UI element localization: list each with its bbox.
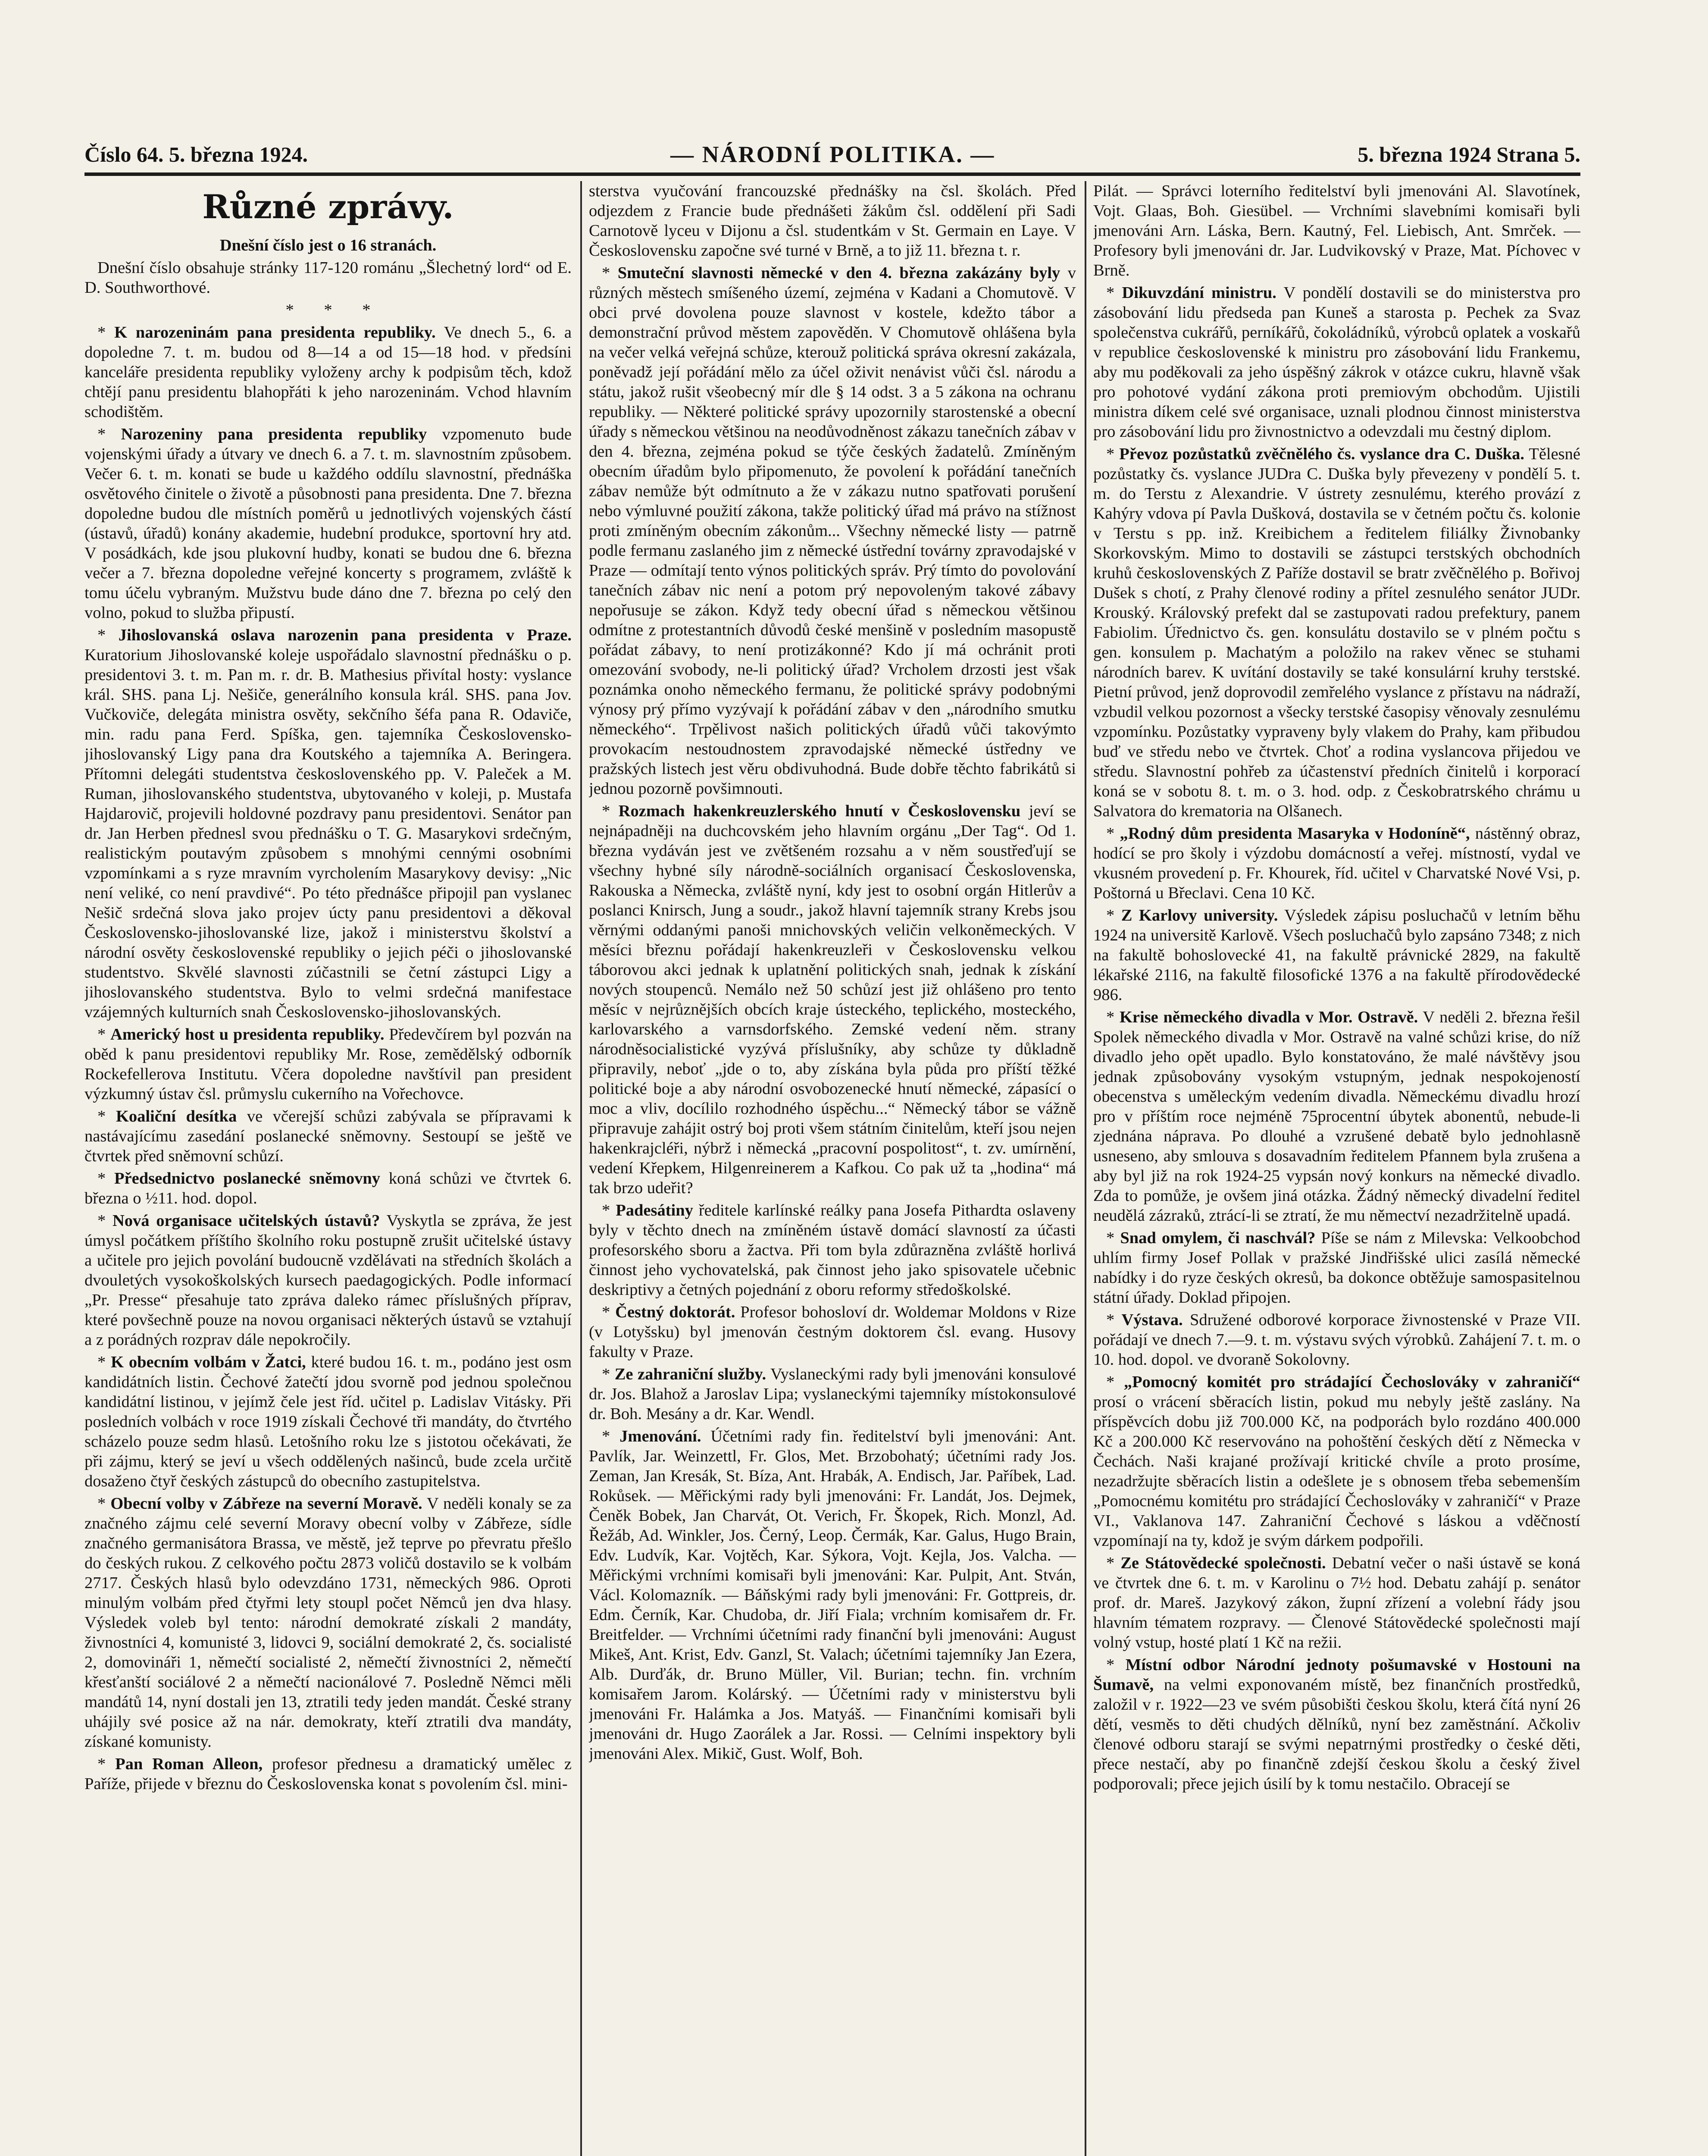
separator-stars: * * * (285, 301, 384, 319)
news-item: * Výstava. Sdružené odborové korporace živnostenské v Praze VII. pořádají ve dnech 7.—9. t. m. výstavu svých výrobků. Zahájení 7. t. m. o 10. hod. dopol. ve dvoraně Sokolovny. (1093, 1311, 1580, 1369)
columns (84, 181, 1580, 2156)
newspaper-title: — NÁRODNÍ POLITIKA. — (670, 141, 995, 167)
notice-text: Dnešní číslo obsahuje stránky 117-120 románu „Šlechetný lord“ od E. D. Southworthové. (84, 259, 572, 297)
news-item-text: sterstva vyučování francouzské přednášky na čsl. školách. Před odjezdem z Francie bude přednášeti žákům čsl. oddělení při Sadi Carnotově lyceu v Dijonu a čsl. studentkám v St. Germain en Laye. V Československu započne své turné v Brně, a to již 11. března t. r. (589, 182, 1076, 260)
news-item-text: na velmi exponovaném místě, bez finančních prostředků, založil v r. 1922—23 ve svém působišti českou školu, která čítá nyní 26 dětí, vesměs to děti chudých dělníků, nyní bez zaměstnání. Ačkoliv členové odboru starají se svými nepatrnými prostředky o české děti, přece nestačí, aby po finančně zdejší českou školu a český živel podporovali; přece jejich úsilí by k tomu nestačilo. Obracejí se (1093, 1676, 1580, 1793)
column-2 (589, 181, 1076, 2156)
news-item-heading: Místní odbor Národní jednoty pošumavské v Hostouni na Šumavě, (1093, 1656, 1580, 1694)
news-item-text: Sdružené odborové korporace živnostenské v Praze VII. pořádají ve dnech 7.—9. t. m. výstavu svých výrobků. Zahájení 7. t. m. o 10. hod. dopol. ve dvoraně Sokolovny. (1093, 1311, 1580, 1369)
news-item: * Pan Roman Alleon, profesor přednesu a dramatický umělec z Paříže, přijede v březnu do Československa konat s povolením čsl. mini- (84, 1755, 572, 1793)
news-item-text: Ve dnech 5., 6. a dopoledne 7. t. m. budou od 8—14 a od 15—18 hod. v předsíni kanceláře presidenta republiky vyloženy archy k podpisům těch, kdož chtějí panu presidentu blahopřáti k jeho narozeninám. Vchod hlavním schodištěm. (84, 323, 572, 421)
header-rule (84, 172, 1580, 176)
news-item-heading: Narozeniny pana presidenta republiky (121, 425, 427, 443)
news-item: * Krise německého divadla v Mor. Ostravě. V neděli 2. března řešil Spolek německého divadla v Mor. Ostravě na valné schůzi krise, do níž divadlo jeho opět upadlo. Bylo konstatováno, že malé návštěvy jsou jednak způsobovány vysokým vstupným, jednak nespokojeností obecenstva s uměleckým vedením divadla. Německému divadlu hrozí pro v příštím roce nejméně 75procentní úbytek abonentů, nebude-li zjednána náprava. Po dlouhé a vzrušené debatě bylo jednohlasně usneseno, aby smlouva s dosavadním ředitelem Pfannem byla zrušena a aby byl již na rok 1924-25 vypsán nový konkurs na německé divadlo. Zda to pomůže, je ovšem jiná otázka. Žádný německý divadelní ředitel neudělá zázraků, ztrácí-li se ztratí, že mu němectví nezadržitelně upadá. (1093, 1008, 1580, 1225)
page-header (84, 137, 1580, 172)
news-item-heading: Smuteční slavnosti německé v den 4. března zakázány byly (617, 264, 1060, 282)
news-item: * Narozeniny pana presidenta republiky vzpomenuto bude vojenskými úřady a útvary ve dnech 6. a 7. t. m. slavnostním způsobem. Večer 6. t. m. konati se bude u každého oddílu slavnostní, přednáška osvětového činitele o životě a působnosti pana presidenta. Dne 7. března dopoledne budou dle místních poměrů u jednotlivých vojenských částí (ústavů, úřadů) konány akademie, hudební produkce, sportovní hry atd. V posádkách, kde jsou plukovní hudby, konati se budou dne 6. března večer a 7. března dopoledne veřejné koncerty s programem, zvláště k tomu účelu vybraným. Mužstvu bude dáno dne 7. března po celý den volno, pokud to služba připustí. (84, 425, 572, 622)
news-item-text: Výsledek zápisu posluchačů v letním běhu 1924 na universitě Karlově. Všech posluchačů bylo zapsáno 7348; z nich na fakultě bohoslovecké 41, na fakultě právnické 2829, na fakultě lékařské 2116, na fakultě filosofické 1376 a na fakultě přírodovědecké 986. (1093, 906, 1580, 1004)
news-item: * Rozmach hakenkreuzlerského hnutí v Československu jeví se nejnápadněji na duchcovském jeho hlavním orgánu „Der Tag“. Od 1. března vydáván jest ve zvětšeném rozsahu a v něm soustřeďují se všechny hybné síly národně-sociálních organisací Československa, Rakouska a Německa, zvláště nyní, kdy jest to osobní orgán Hitlerův a poslanci Knirsch, Jung a soudr., jakož hlavní tajemník strany Krebs jsou věrnými oddanými panoši mnichovských veličin velkoněmeckých. V měsíci březnu pořádají hakenkreuzleři v Československu velkou táborovou akci jednak k uplatnění politických snah, jednak k získání nových stoupenců. Nemálo než 50 schůzí jest již ohlášeno pro tento měsíc v nejrůznějších obcích kraje ústeckého, teplického, mosteckého, karlovarského a varnsdorfského. Zemské vedení něm. strany národněsocialistické vyzývá příslušníky, aby schůze ty důkladně připravily, neboť „jde o to, aby získána byla půda pro příští těžké politické boje a aby národní osvobozenecké hnutí německé, zápasící o moc a vliv, docílilo rozhodného úspěchu...“ Německý tábor se vážně připravuje zahájit ostrý boj proti všem státním činitelům, kteří jsou nejen hakenkrajcléři, nýbrž i německá „pracovní pospolitost“, t. zv. umírnění, vedení Křepkem, Hilgenreinerem a Kafkou. Co pak už ta „hodina“ má tak brzo udeřit? (589, 802, 1076, 1197)
news-item-text: V neděli 2. března řešil Spolek německého divadla v Mor. Ostravě na valné schůzi krise, do níž divadlo jeho opět upadlo. Bylo konstatováno, že malé návštěvy jsou jednak způsobovány vysokým vstupným, jednak nespokojeností obecenstva s uměleckým vedením divadla. Německému divadlu hrozí pro v příštím roce nejméně 75procentní úbytek abonentů, nebude-li zjednána náprava. Po dlouhé a vzrušené debatě bylo jednohlasně usneseno, aby smlouva s dosavadním ředitelem Pfannem byla zrušena a aby byl již na rok 1924-25 vypsán nový konkurs na německé divadlo. Zda to pomůže, je ovšem jiná otázka. Žádný německý divadelní ředitel neudělá zázraků, ztrácí-li se ztratí, že mu němectví nezadržitelně upadá. (1093, 1008, 1580, 1225)
news-item-heading: Krise německého divadla v Mor. Ostravě. (1119, 1008, 1418, 1026)
issue-number-date: Číslo 64. 5. března 1924. (84, 142, 308, 166)
news-item: * Čestný doktorát. Profesor bohosloví dr. Woldemar Moldons v Rize (v Lotyšsku) byl jmenován čestným doktorem čsl. evang. Husovy fakulty v Praze. (589, 1303, 1076, 1361)
news-item-heading: Výstava. (1121, 1311, 1183, 1329)
news-item-heading: Padesátiny (616, 1201, 693, 1219)
news-item-heading: Snad omylem, či naschvál? (1120, 1229, 1316, 1247)
news-item-text: ředitele karlínské reálky pana Josefa Pithardta oslaveny byly v těchto dnech na zmíněném ústavě domácí slavností za účasti profesorského sboru a žactva. Při tom byla zdůrazněna zvláště horlivá činnost jeho vychovatelská, pak činnost jeho jako spisovatele učebnic deskriptivy a četných pojednání z oboru reformy středoškolské. (589, 1201, 1076, 1299)
news-item-heading: Z Karlovy university. (1121, 906, 1278, 924)
column-3 (1093, 181, 1580, 2156)
news-item: * Ze Státovědecké společnosti. Debatní večer o naši ústavě se koná ve čtvrtek dne 6. t. m. v Karolinu o 7½ hod. Debatu zahájí p. senátor prof. dr. Mareš. Jazykový zákon, župní zřízení a volební řády jsou hlavním tématem rozpravy. — Členové Státovědecké společnosti mají volný vstup, hosté platí 1 Kč na režii. (1093, 1554, 1580, 1651)
news-item: * Koaliční desítka ve včerejší schůzi zabývala se přípravami k nastávajícímu zasedání poslanecké sněmovny. Sestoupí se ještě ve čtvrtek před sněmovní schůzí. (84, 1107, 572, 1165)
news-item-heading: „Pomocný komitét pro strádající Čechoslováky v zahraničí“ (1123, 1373, 1580, 1391)
news-item-heading: K narozeninám pana presidenta republiky. (114, 323, 436, 342)
news-item-text: prosí o vrácení sběracích listin, pokud mu nebyly ještě zaslány. Na příspěvcích dobu již 700.000 Kč, na podporách bylo rozdáno 400.000 Kč a 200.000 Kč reservováno na pohoštění českých dětí z Německa v Čechách. Naši krajané prožívají kritické chvíle a proto prosíme, nezadržujte sběracích listin a odešlete je s obnosem třeba sebemenším „Pomocnému komitétu pro strádající Čechoslováky v zahraničí“ v Praze VI., Vaklanova 147. Zahraniční Čechové s láskou a vděčností vzpomínají na ty, kdož je svým dárkem podpořili. (1093, 1393, 1580, 1550)
news-item-heading: Dikuvzdání ministru. (1122, 284, 1276, 302)
news-item-text: V neděli konaly se za značného zájmu celé severní Moravy obecní volby v Zábřeze, sídle značného germanisátora Brassa, ve městě, jež teprve po převratu přešlo do českých rukou. Z celkového počtu 2873 voličů dostavilo se k volbám 2717. Českých hlasů bylo odevzdáno 1731, německých 986. Oproti minulým volbám před čtyřmi lety stoupl počet Němců jen dva hlasy. Výsledek voleb byl tento: národní demokraté získali 2 mandáty, živnostníci 4, komunisté 3, lidovci 9, sociální demokraté 2, čs. socialisté 2, domovináři 1, němečtí socialisté 2, němečtí živnostníci 2, němečtí křesťanští sociálové 2 a němečtí nacionálové 7. Posledně Němci měli mandátů 14, nyní dostali jen 13, ztratili tedy jeden mandát. České strany uhájily své posice až na nár. demokraty, kteří ztratili dva mandáty, získané komunisty. (84, 1495, 572, 1751)
news-item: * Jihoslovanská oslava narozenin pana presidenta v Praze. Kuratorium Jihoslovanské koleje uspořádalo slavnostní přednášku o p. presidentovi 3. t. m. Pan m. r. dr. B. Mathesius přivítal hosty: vyslance král. SHS. pana Lj. Nešiče, generálního konsula král. SHS. pana Jov. Vučkoviče, delegáta ministra osvěty, sekčního šéfa pana R. Odaviče, min. radu pana Ferd. Spíška, gen. tajemníka Československo-jihoslovanský Ligy pana dra Koutského a tajemníka A. Beringera. Přítomni delegáti studentstva československého pp. V. Paleček a M. Ruman, jihoslovanského studentstva, ubytovaného v koleji, p. Mustafa Hajdarovič, projevili holdovné pozdravy panu presidentovi. Senátor pan dr. Jan Herben přednesl svou přednášku o T. G. Masarykovi srdečným, realistickým poutavým způsobem s mnohými cennými osobními vzpomínkami a s ryze mravním vyrcholením Masarykovy devisy: „Nic není veliké, co není pravdivé“. Po této přednášce připojil pan vyslanec Nešič srdečná slova jako projev úcty panu presidentovi a děkoval Československo-jihoslovanské lize, jakož i ministerstvu školství a národní osvěty československé republiky o jejich péči o jihoslovanské studentstvo. Skvělé slavnosti zúčastnili se četní zástupci Ligy a jihoslovanského studentstva. Bylo to velmi srdečná manifestace vzájemných kulturních snah Československo-jihoslovanských. (84, 626, 572, 1021)
news-item-text: Profesor bohosloví dr. Woldemar Moldons v Rize (v Lotyšsku) byl jmenován čestným doktorem čsl. evang. Husovy fakulty v Praze. (589, 1303, 1076, 1361)
news-item-text: profesor přednesu a dramatický umělec z Paříže, přijede v březnu do Československa konat s povolením čsl. mini- (84, 1755, 572, 1793)
news-item (1093, 181, 1580, 280)
news-item-text: které budou 16. t. m., podáno jest osm kandidátních listin. Čechové žatečtí jdou svorně pod jednou společnou kandidátní listinou, v jejímž čele jest říd. učitel p. Ladislav Vitásky. Při posledních volbách v roce 1919 získali Čechové tři mandáty, do čtvrtého scházelo pouze sedm hlasů. Letošního roku lze s jistotou očekávati, že při zájmu, který se jeví u všech oddělených našinců, bude zcela určitě dosaženo čtyř českých zástupců do obecního zastupitelstva. (84, 1353, 572, 1490)
news-item-text: vzpomenuto bude vojenskými úřady a útvary ve dnech 6. a 7. t. m. slavnostním způsobem. Večer 6. t. m. konati se bude u každého oddílu slavnostní, přednáška osvětového činitele o životě a působnosti pana presidenta. Dne 7. března dopoledne budou dle místních poměrů u jednotlivých vojenských částí (ústavů, úřadů) konány akademie, hudební produkce, sportovní hry atd. V posádkách, kde jsou plukovní hudby, konati se budou dne 6. března večer a 7. března dopoledne veřejné koncerty s programem, zvláště k tomu účelu vybraným. Mužstvu bude dáno dne 7. března po celý den volno, pokud to služba připustí. (84, 425, 572, 622)
news-item: * Snad omylem, či naschvál? Píše se nám z Milevska: Velkoobchod uhlím firmy Josef Pollak v pražské Jindřišské ulici zasílá německé nabídky i do ryze českých okresů, ba dokonce obtěžuje samospasitelnou státní úřady. Doklad připojen. (1093, 1229, 1580, 1307)
news-item: * Jmenování. Účetními rady fin. ředitelství byli jmenováni: Ant. Pavlík, Jar. Weinzettl, Fr. Glos, Met. Brzobohatý; účetními rady Jos. Zeman, Jan Kresák, St. Bíza, Ant. Hrabák, A. Endisch, Jar. Paříbek, Lad. Rokůsek. — Měřickými rady byli jmenováni: Fr. Landát, Jos. Dejmek, Čeněk Bobek, Jan Charvát, Ot. Verich, Fr. Škopek, Rich. Monzl, Ad. Řežáb, Ad. Winkler, Jos. Černý, Leop. Čermák, Kar. Galus, Hugo Brain, Edv. Ludvík, Kar. Vojtěch, Kar. Sýkora, Vojt. Kejla, Jos. Valcha. — Měřickými vrchními komisaři byli jmenováni: Kar. Pulpit, Ant. Stván, Václ. Kolomazník. — Báňskými rady byli jmenováni: Fr. Gottpreis, dr. Edm. Černík, Kar. Chudoba, dr. Jiří Fiala; vrchním komisařem dr. Fr. Breitfelder. — Vrchními účetními rady finanční byli jmenováni: August Mikeš, Ant. Krist, Edv. Ganzl, St. Valach; účetními tajemníky Jan Ezera, Alb. Durďák, dr. Bruno Müller, Vil. Burian; techn. fin. vrchním komisařem Jarom. Kolárský. — Účetními rady v ministerstvu byli jmenováni Fr. Halámka a Jos. Matyáš. — Finančními komisaři byli jmenováni dr. Hugo Zaorálek a Jar. Rossi. — Celními inspektory byli jmenováni Alex. Mikič, Gust. Wolf, Boh. (589, 1427, 1076, 1763)
news-item-heading: Ze Státovědecké společnosti. (1120, 1554, 1326, 1572)
news-item-heading: „Rodný dům presidenta Masaryka v Hodoníně“, (1120, 824, 1470, 843)
column-1 (84, 181, 572, 2156)
news-item-heading: Obecní volby v Zábřeze na severní Moravě. (110, 1495, 422, 1513)
news-item: * Převoz pozůstatků zvěčnělého čs. vyslance dra C. Duška. Tělesné pozůstatky čs. vyslance JUDra C. Duška byly převezeny v pondělí 5. t. m. do Terstu z Alexandrie. V ústrety zesnulému, kterého provází z Kahýry vdova pí Pavla Dušková, dostavila se v četném počtu čs. kolonie v Terstu s pp. inž. Kreibichem a ředitelem filiálky Živnobanky Skorkovským. Mimo to dostavili se zástupci terstských obchodních kruhů československých Z Paříže dostavil se bratr zvěčnělého p. Bořivoj Dušek s chotí, z Prahy členové rodiny a přítel zesnulého senátor JUDr. Krouský. Královský prefekt dal se zastupovati radou prefektury, panem Fabiolim. Úřednictvo čs. gen. konsulátu dostavilo se v plném počtu s gen. konsulem p. Machatým a položilo na rakev věnec se stuhami národních barev. K uvítání dostavily se také konsulární kruhy terstské. Pietní průvod, jenž doprovodil zemřelého vyslance z přístavu na nádraží, vzbudil velkou pozornost a všecky terstské časopisy věnovaly zesnulému vzpomínku. Pozůstatky vypraveny byly vlakem do Prahy, kam přibudou buď ve středu nebo ve čtvrtek. Choť a rodina vyslancova přijedou ve středu. Slavnostní pohřeb za účastenství předních činitelů i korporací koná se v sobotu 8. t. m. o 3. hod. odp. z Českobratrského chrámu u Salvatora do krematoria na Olšanech. (1093, 445, 1580, 820)
section-title: Různé zprávy. (202, 188, 454, 226)
news-item-text: Vyslaneckými rady byli jmenováni konsulové dr. Jos. Blahož a Jaroslav Lipa; vyslaneckými tajemníky místokonsulové dr. Boh. Mesány a dr. Kar. Wendl. (589, 1365, 1076, 1423)
news-item: * Obecní volby v Zábřeze na severní Moravě. V neděli konaly se za značného zájmu celé severní Moravy obecní volby v Zábřeze, sídle značného germanisátora Brassa, ve městě, jež teprve po převratu přešlo do českých rukou. Z celkového počtu 2873 voličů dostavilo se k volbám 2717. Českých hlasů bylo odevzdáno 1731, německých 986. Oproti minulým volbám před čtyřmi lety stoupl počet Němců jen dva hlasy. Výsledek voleb byl tento: národní demokraté získali 2 mandáty, živnostníci 4, komunisté 3, lidovci 9, sociální demokraté 2, čs. socialisté 2, domovináři 1, němečtí socialisté 2, němečtí živnostníci 2, němečtí křesťanští sociálové 2 a němečtí nacionálové 7. Posledně Němci měli mandátů 14, nyní dostali jen 13, ztratili tedy jeden mandát. České strany uhájily své posice až na nár. demokraty, kteří ztratili dva mandáty, získané komunisty. (84, 1495, 572, 1751)
news-item-text: ve včerejší schůzi zabývala se přípravami k nastávajícímu zasedání poslanecké sněmovny. Sestoupí se ještě ve čtvrtek před sněmovní schůzí. (84, 1107, 572, 1165)
news-item-heading: K obecním volbám v Žatci, (111, 1353, 306, 1371)
news-item-text: Předevčírem byl pozván na oběd k panu presidentovi republiky Mr. Rose, zemědělský odborník Rockefellerova Institutu. Včera dopoledne navštívil pan president výzkumný ústav čsl. průmyslu cukerního na Vořechovce. (84, 1025, 572, 1103)
news-item-text: Tělesné pozůstatky čs. vyslance JUDra C. Duška byly převezeny v pondělí 5. t. m. do Terstu z Alexandrie. V ústrety zesnulému, kterého provází z Kahýry vdova pí Pavla Dušková, dostavila se v četném počtu čs. kolonie v Terstu s pp. inž. Kreibichem a ředitelem filiálky Živnobanky Skorkovským. Mimo to dostavili se zástupci terstských obchodních kruhů československých Z Paříže dostavil se bratr zvěčnělého p. Bořivoj Dušek s chotí, z Prahy členové rodiny a přítel zesnulého senátor JUDr. Krouský. Královský prefekt dal se zastupovati radou prefektury, panem Fabiolim. Úřednictvo čs. gen. konsulátu dostavilo se v plném počtu s gen. konsulem p. Machatým a položilo na rakev věnec se stuhami národních barev. K uvítání dostavily se také konsulární kruhy terstské. Pietní průvod, jenž doprovodil zemřelého vyslance z přístavu na nádraží, vzbudil velkou pozornost a všecky terstské časopisy věnovaly zesnulému vzpomínku. Pozůstatky vypraveny byly vlakem do Prahy, kam přibudou buď ve středu nebo ve čtvrtek. Choť a rodina vyslancova přijedou ve středu. Slavnostní pohřeb za účastenství předních činitelů i korporací koná se v sobotu 8. t. m. o 3. hod. odp. z Českobratrského chrámu u Salvatora do krematoria na Olšanech. (1093, 445, 1580, 820)
news-item-heading: Jmenování. (619, 1427, 701, 1445)
news-item: * „Pomocný komitét pro strádající Čechoslováky v zahraničí“ prosí o vrácení sběracích listin, pokud mu nebyly ještě zaslány. Na příspěvcích dobu již 700.000 Kč, na podporách bylo rozdáno 400.000 Kč a 200.000 Kč reservováno na pohoštění českých dětí z Německa v Čechách. Naši krajané prožívají kritické chvíle a proto prosíme, nezadržujte sběracích listin a odešlete je s obnosem třeba sebemenším „Pomocnému komitétu pro strádající Čechoslováky v zahraničí“ v Praze VI., Vaklanova 147. Zahraniční Čechové s láskou a vděčností vzpomínají na ty, kdož je svým dárkem podpořili. (1093, 1373, 1580, 1550)
news-item: * Padesátiny ředitele karlínské reálky pana Josefa Pithardta oslaveny byly v těchto dnech na zmíněném ústavě domácí slavností za účasti profesorského sboru a žactva. Při tom byla zdůrazněna zvláště horlivá činnost jeho vychovatelská, pak činnost jeho jako spisovatele učebnic deskriptivy a četných pojednání z oboru reformy středoškolské. (589, 1201, 1076, 1299)
news-item-heading: Ze zahraniční služby. (614, 1365, 766, 1383)
news-item: * K narozeninám pana presidenta republiky. Ve dnech 5., 6. a dopoledne 7. t. m. budou od 8—14 a od 15—18 hod. v předsíni kanceláře presidenta republiky vyloženy archy k podpisům těch, kdož chtějí panu presidentu blahopřáti k jeho narozeninám. Vchod hlavním schodištěm. (84, 323, 572, 421)
news-item-heading: Rozmach hakenkreuzlerského hnutí v Československu (618, 802, 1021, 820)
news-item: * Ze zahraniční služby. Vyslaneckými rady byli jmenováni konsulové dr. Jos. Blahož a Jaroslav Lipa; vyslaneckými tajemníky místokonsulové dr. Boh. Mesány a dr. Kar. Wendl. (589, 1365, 1076, 1423)
news-item: * Nová organisace učitelských ústavů? Vyskytla se zpráva, že jest úmysl počátkem příštího školního roku postupně zrušit učitelské ústavy a učitele pro jejich povolání budoucně vzdělávati na středních školách a dvouletých vysokoškolských kursech paedagogických. Podle informací „Pr. Presse“ přesahuje tato zpráva daleko rámec příslušných příprav, které povšechně pouze na novou organisaci některých ústavů se vztahují a z porádných rozprav dále nepokročily. (84, 1212, 572, 1349)
news-item: * „Rodný dům presidenta Masaryka v Hodoníně“, nástěnný obraz, hodící se pro školy i výzdobu domácností a veřej. místností, vydal ve vkusném provedení p. Fr. Khourek, říd. učitel v Charvatské Nové Vsi, p. Poštorná u Břeclavi. Cena 10 Kč. (1093, 824, 1580, 902)
news-item-text: Kuratorium Jihoslovanské koleje uspořádalo slavnostní přednášku o p. presidentovi 3. t. m. Pan m. r. dr. B. Mathesius přivítal hosty: vyslance král. SHS. pana Lj. Nešiče, generálního konsula král. SHS. pana Jov. Vučkoviče, delegáta ministra osvěty, sekčního šéfa pana R. Odaviče, min. radu pana Ferd. Spíška, gen. tajemníka Československo-jihoslovanský Ligy pana dra Koutského a tajemníka A. Beringera. Přítomni delegáti studentstva československého pp. V. Paleček a M. Ruman, jihoslovanského studentstva, ubytovaného v koleji, p. Mustafa Hajdarovič, projevili holdovné pozdravy panu presidentovi. Senátor pan dr. Jan Herben přednesl svou přednášku o T. G. Masarykovi srdečným, realistickým poutavým způsobem s mnohými cennými osobními vzpomínkami a s ryze mravním vyrcholením Masarykovy devisy: „Nic není veliké, co není pravdivé“. Po této přednášce připojil pan vyslanec Nešič srdečná slova jako projev úcty panu presidentovi a děkoval Československo-jihoslovanské lize, jakož i ministerstvu školství a národní osvěty československé republiky o jejich péči o jihoslovanské studentstvo. Skvělé slavnosti zúčastnili se četní zástupci Ligy a jihoslovanského studentstva. Bylo to velmi srdečná manifestace vzájemných kulturních snah Československo-jihoslovanských. (84, 646, 572, 1021)
news-item: * Dikuvzdání ministru. V pondělí dostavili se do ministerstva pro zásobování lidu předseda pan Kuneš a starosta p. Pechek za Svaz společenstva cukrářů, perníkářů, čokoládníků, výrobců oplatek a voskařů v republice československé k ministru pro zásobování lidu Frankemu, aby mu poděkovali za jeho úspěšný zákrok v otázce cukru, hlavně však pro pohotové vydání zákona proti premiovým obchodům. Ujistili ministra díkem celé své organisace, uznali plodnou činnost ministerstva pro zásobování lidu pro živnostnictvo a odevzdali mu čestný diplom. (1093, 284, 1580, 441)
news-item-heading: Čestný doktorát. (615, 1303, 735, 1321)
notice-heading: Dnešní číslo jest o 16 stranách. (219, 236, 437, 254)
news-item-text: Debatní večer o naši ústavě se koná ve čtvrtek dne 6. t. m. v Karolinu o 7½ hod. Debatu zahájí p. senátor prof. dr. Mareš. Jazykový zákon, župní zřízení a volební řády jsou hlavním tématem rozpravy. — Členové Státovědecké společnosti mají volný vstup, hosté platí 1 Kč na režii. (1093, 1554, 1580, 1651)
news-item-heading: Americký host u presidenta republiky. (110, 1025, 385, 1044)
news-item: * K obecním volbám v Žatci, které budou 16. t. m., podáno jest osm kandidátních listin. Čechové žatečtí jdou svorně pod jednou společnou kandidátní listinou, v jejímž čele jest říd. učitel p. Ladislav Vitásky. Při posledních volbách v roce 1919 získali Čechové tři mandáty, do čtvrtého scházelo pouze sedm hlasů. Letošního roku lze s jistotou očekávati, že při zájmu, který se jeví u všech oddělených našinců, bude zcela určitě dosaženo čtyř českých zástupců do obecního zastupitelstva. (84, 1353, 572, 1490)
news-item-text: Pilát. — Správci loterního ředitelství byli jmenováni Al. Slavotínek, Vojt. Glaas, Boh. Giesübel. — Vrchními slavebními komisaři byli jmenováni Arn. Láska, Bern. Kautný, Fel. Liebisch, Ant. Smrček. — Profesory byli jmenováni dr. Jar. Ludvikovský v Praze, Mat. Píchovec v Brně. (1093, 182, 1580, 279)
news-item-heading: Převoz pozůstatků zvěčnělého čs. vyslance dra C. Duška. (1119, 445, 1525, 463)
news-item-heading: Jihoslovanská oslava narozenin pana presidenta v Praze. (118, 626, 572, 644)
news-item: * Smuteční slavnosti německé v den 4. března zakázány byly v různých městech smíšeného území, zejména v Kadani a Chomutově. V obci prvé dovolena pouze slavnost v kostele, kdežto tábor a demonstrační průvod městem zapověděn. V Chomutově ohlášena byla na večer velká veřejná schůze, kterouž politická správa okresní zakázala, poněvadž její pořádání mělo za účel oživit nenávist vůči čsl. národu a státu, jakož rušit všeobecný mír dle § 14 odst. 3 a 5 zákona na ochranu republiky. — Některé politické správy upozornily starostenské a obecní úřady s německou většinou na neodůvodněnost zákazu tanečních zábav v den 4. března, zejména pokud se týče českých žadatelů. Zmíněným obecním úřadům bylo připomenuto, že povolení k pořádání tanečních zábav nemůže být odmítnuto a že v zákazu nutno spatřovati porušení nebo výmluvné použití zákona, takže politický úřad má právo na stížnost proti zmíněným obecním zákonům... Všechny německé listy — patrně podle fermanu zaslaného jim z německé ústřední továrny zpravodajské v Praze — odmítají tento výnos politických správ. Prý tímto do povolování tanečních zábav nic není a potom prý nepovoleným takové zábavy nepořusuje se zákon. Když tedy obecní úřad s německou většinou odmítne z protestantních důvodů české menšině v posledním masopustě pořádat zábavy, to není protizákonné? Kdo jí má ochránit proti omezování svobody, ne-li politický úřad? Vrcholem drzosti jest však poznámka onoho německého fermanu, že politické správy podobnými výnosy prý přímo vyzývají k pořádání zábav v den „národního smutku německého“. Trpělivost našich politických úřadů vůči takovýmto provokacím nestoudnostem zpravodajské německé ústředny ve pražských listech jest věru obdivuhodná. Bude dobře těchto fabrikátů si jednou pozorně povšimnouti. (589, 264, 1076, 798)
news-item: * Z Karlovy university. Výsledek zápisu posluchačů v letním běhu 1924 na universitě Karlově. Všech posluchačů bylo zapsáno 7348; z nich na fakultě bohoslovecké 41, na fakultě právnické 2829, na fakultě lékařské 2116, na fakultě filosofické 1376 a na fakultě přírodovědecké 986. (1093, 906, 1580, 1004)
news-item: * Místní odbor Národní jednoty pošumavské v Hostouni na Šumavě, na velmi exponovaném místě, bez finančních prostředků, založil v r. 1922—23 ve svém působišti českou školu, která čítá nyní 26 dětí, vesměs to děti chudých dělníků, nyní bez zaměstnání. Ačkoliv členové odboru starají se svými nepatrnými prostředky o české děti, přece nestačí, aby po finančně zdejší českou školu a český živel podporovali; přece jejich úsilí by k tomu nestačilo. Obracejí se (1093, 1656, 1580, 1793)
news-item (589, 181, 1076, 260)
date-page-number: 5. března 1924 Strana 5. (1358, 142, 1580, 166)
news-item-heading: Pan Roman Alleon, (115, 1755, 263, 1773)
news-item-text: koná schůzi ve čtvrtek 6. března o ½11. hod. dopol. (84, 1169, 572, 1207)
news-item-text: v různých městech smíšeného území, zejména v Kadani a Chomutově. V obci prvé dovolena pouze slavnost v kostele, kdežto tábor a demonstrační průvod městem zapověděn. V Chomutově ohlášena byla na večer velká veřejná schůze, kterouž politická správa okresní zakázala, poněvadž její pořádání mělo za účel oživit nenávist vůči čsl. národu a státu, jakož rušit všeobecný mír dle § 14 odst. 3 a 5 zákona na ochranu republiky. — Některé politické správy upozornily starostenské a obecní úřady s německou většinou na neodůvodněnost zákazu tanečních zábav v den 4. března, zejména pokud se týče českých žadatelů. Zmíněným obecním úřadům bylo připomenuto, že povolení k pořádání tanečních zábav nemůže být odmítnuto a že v zákazu nutno spatřovati porušení nebo výmluvné použití zákona, takže politický úřad má právo na stížnost proti zmíněným obecním zákonům... Všechny německé listy — patrně podle fermanu zaslaného jim z německé ústřední továrny zpravodajské v Praze — odmítají tento výnos politických správ. Prý tímto do povolování tanečních zábav nic není a potom prý nepovoleným takové zábavy nepořusuje se zákon. Když tedy obecní úřad s německou většinou odmítne z protestantních důvodů české menšině v posledním masopustě pořádat zábavy, to není protizákonné? Kdo jí má ochránit proti omezování svobody, ne-li politický úřad? Vrcholem drzosti jest však poznámka onoho německého fermanu, že politické správy podobnými výnosy prý přímo vyzývají k pořádání zábav v den „národního smutku německého“. Trpělivost našich politických úřadů vůči takovýmto provokacím nestoudnostem zpravodajské německé ústředny ve pražských listech jest věru obdivuhodná. Bude dobře těchto fabrikátů si jednou pozorně povšimnouti. (589, 264, 1076, 798)
news-item: * Předsednictvo poslanecké sněmovny koná schůzi ve čtvrtek 6. března o ½11. hod. dopol. (84, 1169, 572, 1207)
news-item-text: jeví se nejnápadněji na duchcovském jeho hlavním orgánu „Der Tag“. Od 1. března vydáván jest ve zvětšeném rozsahu a v něm soustřeďují se všechny hybné síly národně-sociálních organisací Československa, Rakouska a Německa, zvláště nyní, kdy jest to osobní orgán Hitlerův a poslanci Knirsch, Jung a soudr., jakož hlavní tajemník strany Krebs jsou věrnými oddanými panoši mnichovských veličin velkoněmeckých. V měsíci březnu pořádají hakenkreuzleři v Československu velkou táborovou akci jednak k uplatnění politických snah, jednak k získání nových stoupenců. Nemálo než 50 schůzí jest již ohlášeno pro tento měsíc v nejrůznějších obcích kraje ústeckého, teplického, mosteckého, karlovarského a varnsdorfského. Zemské vedení něm. strany národněsocialistické vyzývá příslušníky, aby schůze ty důkladně připravily, neboť „jde o to, aby získána byla půda pro příští těžké politické boje a aby národní osvobozenecké hnutí německé, zápasící o moc a vliv, docílilo rozhodného úspěchu...“ Německý tábor se vážně připravuje zahájit ostrý boj proti všem státním činitelům, kteří jsou nejen hakenkrajcléři, nýbrž i německá „pracovní pospolitost“, t. zv. umírnění, vedení Křepkem, Hilgenreinerem a Kafkou. Co pak už ta „hodina“ má tak brzo udeřit? (589, 802, 1076, 1197)
news-item-heading: Nová organisace učitelských ústavů? (112, 1212, 380, 1230)
news-item-text: nástěnný obraz, hodící se pro školy i výzdobu domácností a veřej. místností, vydal ve vkusném provedení p. Fr. Khourek, říd. učitel v Charvatské Nové Vsi, p. Poštorná u Břeclavi. Cena 10 Kč. (1093, 824, 1580, 902)
news-item-text: Účetními rady fin. ředitelství byli jmenováni: Ant. Pavlík, Jar. Weinzettl, Fr. Glos, Met. Brzobohatý; účetními rady Jos. Zeman, Jan Kresák, St. Bíza, Ant. Hrabák, A. Endisch, Jar. Paříbek, Lad. Rokůsek. — Měřickými rady byli jmenováni: Fr. Landát, Jos. Dejmek, Čeněk Bobek, Jan Charvát, Ot. Verich, Fr. Škopek, Rich. Monzl, Ad. Řežáb, Ad. Winkler, Jos. Černý, Leop. Čermák, Kar. Galus, Hugo Brain, Edv. Ludvík, Kar. Vojtěch, Kar. Sýkora, Vojt. Kejla, Jos. Valcha. — Měřickými vrchními komisaři byli jmenováni: Kar. Pulpit, Ant. Stván, Václ. Kolomazník. — Báňskými rady byli jmenováni: Fr. Gottpreis, dr. Edm. Černík, Kar. Chudoba, dr. Jiří Fiala; vrchním komisařem dr. Fr. Breitfelder. — Vrchními účetními rady finanční byli jmenováni: August Mikeš, Ant. Krist, Edv. Ganzl, St. Valach; účetními tajemníky Jan Ezera, Alb. Durďák, dr. Bruno Müller, Vil. Burian; techn. fin. vrchním komisařem Jarom. Kolárský. — Účetními rady v ministerstvu byli jmenováni Fr. Halámka a Jos. Matyáš. — Finančními komisaři byli jmenováni dr. Hugo Zaorálek a Jar. Rossi. — Celními inspektory byli jmenováni Alex. Mikič, Gust. Wolf, Boh. (589, 1427, 1076, 1763)
news-item-heading: Předsednictvo poslanecké sněmovny (114, 1169, 380, 1188)
news-item: * Americký host u presidenta republiky. Předevčírem byl pozván na oběd k panu presidentovi republiky Mr. Rose, zemědělský odborník Rockefellerova Institutu. Včera dopoledne navštívil pan president výzkumný ústav čsl. průmyslu cukerního na Vořechovce. (84, 1025, 572, 1103)
news-item-text: Píše se nám z Milevska: Velkoobchod uhlím firmy Josef Pollak v pražské Jindřišské ulici zasílá německé nabídky i do ryze českých okresů, ba dokonce obtěžuje samospasitelnou státní úřady. Doklad připojen. (1093, 1229, 1580, 1307)
news-item-heading: Koaliční desítka (116, 1107, 237, 1125)
news-item-text: Vyskytla se zpráva, že jest úmysl počátkem příštího školního roku postupně zrušit učitelské ústavy a učitele pro jejich povolání budoucně vzdělávati na středních školách a dvouletých vysokoškolských kursech paedagogických. Podle informací „Pr. Presse“ přesahuje tato zpráva daleko rámec příslušných příprav, které povšechně pouze na novou organisaci některých ústavů se vztahují a z porádných rozprav dále nepokročily. (84, 1212, 572, 1349)
news-item-text: V pondělí dostavili se do ministerstva pro zásobování lidu předseda pan Kuneš a starosta p. Pechek za Svaz společenstva cukrářů, perníkářů, čokoládníků, výrobců oplatek a voskařů v republice československé k ministru pro zásobování lidu Frankemu, aby mu poděkovali za jeho úspěšný zákrok v otázce cukru, hlavně však pro pohotové vydání zákona proti premiovým obchodům. Ujistili ministra díkem celé své organisace, uznali plodnou činnost ministerstva pro zásobování lidu pro živnostnictvo a odevzdali mu čestný diplom. (1093, 284, 1580, 441)
